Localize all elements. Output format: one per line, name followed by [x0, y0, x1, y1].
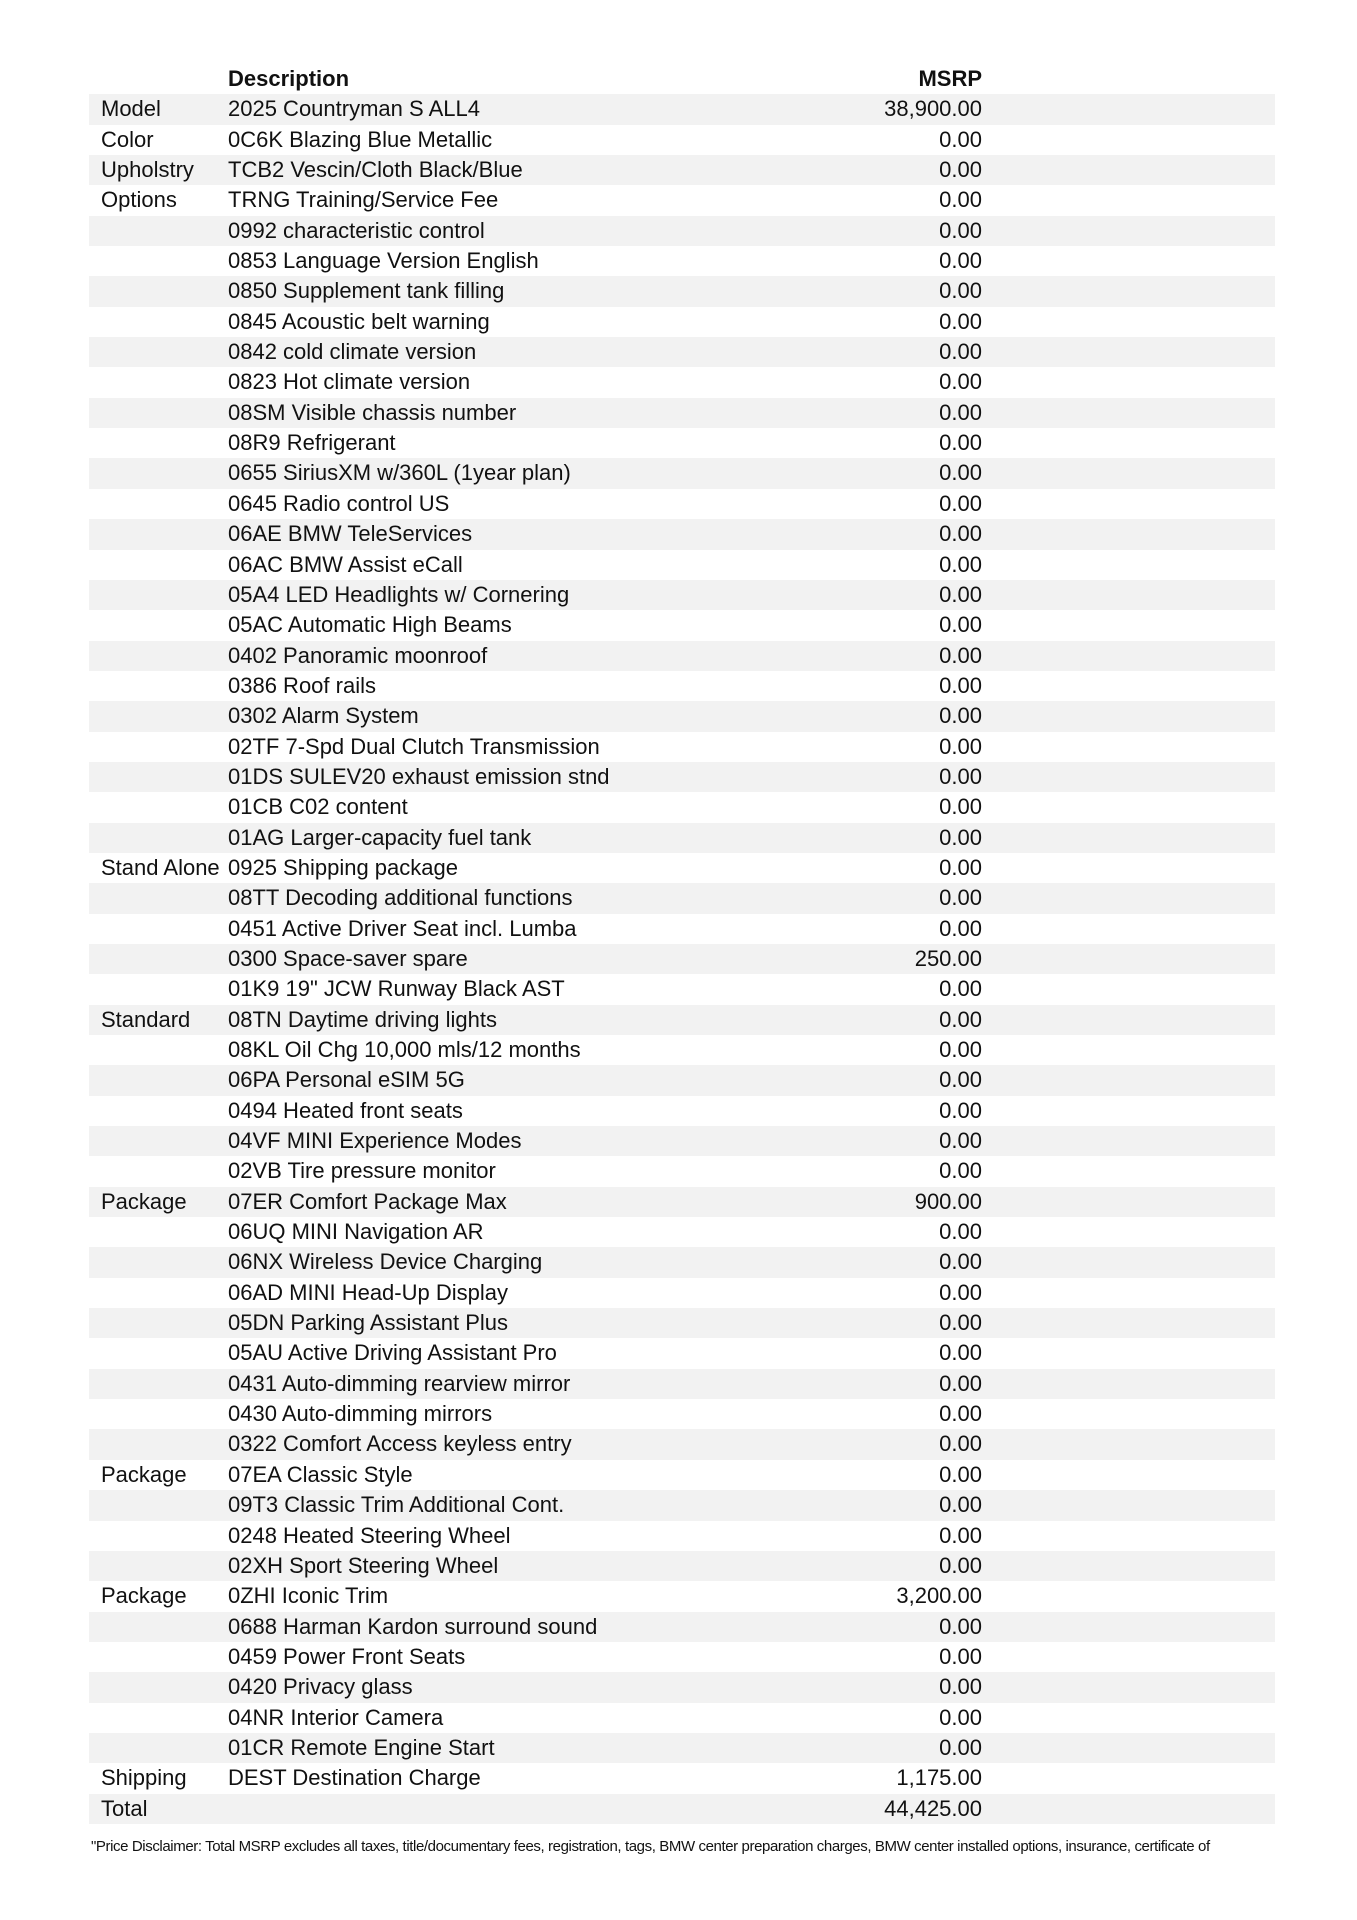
- row-msrp: 0.00: [939, 1674, 982, 1700]
- table-row: [89, 792, 1275, 822]
- table-row: [89, 1429, 1275, 1459]
- table-row: [89, 550, 1275, 580]
- table-row: [89, 1490, 1275, 1520]
- row-msrp: 0.00: [939, 733, 982, 759]
- row-msrp: 0.00: [939, 1128, 982, 1154]
- table-row: [89, 671, 1275, 701]
- row-category: Options: [101, 187, 177, 213]
- row-msrp: 0.00: [939, 157, 982, 183]
- row-msrp: 0.00: [939, 1461, 982, 1487]
- table-row: [89, 1460, 1275, 1490]
- table-row: [89, 1126, 1275, 1156]
- row-description: 07ER Comfort Package Max: [228, 1188, 507, 1214]
- row-msrp: 0.00: [939, 1492, 982, 1518]
- table-row: [89, 701, 1275, 731]
- price-disclaimer: "Price Disclaimer: Total MSRP excludes all taxes, title/documentary fees, registration, tags, BMW center preparation charges, BMW center installed options, insurance, certificate of: [91, 1838, 1210, 1855]
- row-description: 0402 Panoramic moonroof: [228, 642, 488, 668]
- table-row: [89, 185, 1275, 215]
- row-description: 0420 Privacy glass: [228, 1674, 413, 1700]
- row-msrp: 0.00: [939, 885, 982, 911]
- table-row: [89, 580, 1275, 610]
- row-msrp: 0.00: [939, 126, 982, 152]
- table-row: [89, 1217, 1275, 1247]
- table-row: [89, 1612, 1275, 1642]
- row-description: 07EA Classic Style: [228, 1461, 413, 1487]
- row-description: 02TF 7-Spd Dual Clutch Transmission: [228, 733, 600, 759]
- row-description: 06NX Wireless Device Charging: [228, 1249, 543, 1275]
- row-msrp: 0.00: [939, 1249, 982, 1275]
- table-row: [89, 610, 1275, 640]
- row-msrp: 0.00: [939, 1037, 982, 1062]
- row-description: 0853 Language Version English: [228, 248, 539, 274]
- table-row: [89, 1005, 1275, 1035]
- row-description: 0925 Shipping package: [228, 854, 458, 880]
- row-category: Shipping: [101, 1765, 187, 1791]
- row-description: 0451 Active Driver Seat incl. Lumba: [228, 915, 577, 941]
- row-description: 0850 Supplement tank filling: [228, 278, 505, 304]
- table-header: [89, 64, 1275, 94]
- row-msrp: 0.00: [939, 1219, 982, 1245]
- row-category: Total: [101, 1795, 148, 1821]
- msrp-table: [89, 64, 1275, 1824]
- row-description: 02XH Sport Steering Wheel: [228, 1552, 499, 1578]
- row-msrp: 0.00: [939, 1370, 982, 1396]
- table-row: [89, 1642, 1275, 1672]
- row-description: 09T3 Classic Trim Additional Cont.: [228, 1492, 565, 1518]
- row-category: Standard: [101, 1006, 191, 1032]
- row-description: 01DS SULEV20 exhaust emission stnd: [228, 763, 610, 789]
- row-msrp: 0.00: [939, 217, 982, 243]
- table-row: [89, 337, 1275, 367]
- table-row: [89, 246, 1275, 276]
- row-description: 0431 Auto-dimming rearview mirror: [228, 1370, 571, 1396]
- table-row: [89, 1399, 1275, 1429]
- row-description: 06UQ MINI Navigation AR: [228, 1219, 484, 1245]
- row-msrp: 0.00: [939, 1006, 982, 1032]
- row-description: 08TT Decoding additional functions: [228, 885, 573, 911]
- table-row: [89, 1308, 1275, 1338]
- table-row: [89, 1763, 1275, 1793]
- table-row: [89, 367, 1275, 397]
- table-row: [89, 1369, 1275, 1399]
- row-description: 0430 Auto-dimming mirrors: [228, 1401, 493, 1427]
- row-description: 0992 characteristic control: [228, 217, 485, 243]
- row-description: 2025 Countryman S ALL4: [228, 96, 480, 122]
- row-msrp: 1,175.00: [896, 1765, 982, 1791]
- row-description: 0823 Hot climate version: [228, 369, 471, 395]
- table-row: [89, 1065, 1275, 1095]
- row-description: 0386 Roof rails: [228, 672, 376, 698]
- table-row: [89, 94, 1275, 124]
- table-row: [89, 914, 1275, 944]
- row-description: 04NR Interior Camera: [228, 1704, 444, 1730]
- row-description: 0655 SiriusXM w/360L (1year plan): [228, 460, 571, 486]
- table-body: [89, 94, 1275, 1824]
- row-description: 0645 Radio control US: [228, 490, 450, 516]
- row-description: 05AU Active Driving Assistant Pro: [228, 1340, 557, 1366]
- row-msrp: 0.00: [939, 794, 982, 820]
- table-row: [89, 1035, 1275, 1065]
- row-msrp: 0.00: [939, 339, 982, 365]
- row-msrp: 0.00: [939, 703, 982, 729]
- table-row: [89, 883, 1275, 913]
- table-row: [89, 1278, 1275, 1308]
- table-row: [89, 155, 1275, 185]
- table-row: [89, 641, 1275, 671]
- table-row: [89, 1794, 1275, 1824]
- row-msrp: 0.00: [939, 1279, 982, 1305]
- table-row: [89, 489, 1275, 519]
- row-msrp: 0.00: [939, 1431, 982, 1457]
- row-msrp: 0.00: [939, 187, 982, 213]
- row-msrp: 0.00: [939, 1310, 982, 1336]
- row-description: 08TN Daytime driving lights: [228, 1006, 497, 1032]
- row-description: TRNG Training/Service Fee: [228, 187, 499, 213]
- table-row: [89, 732, 1275, 762]
- row-description: 08KL Oil Chg 10,000 mls/12 months: [228, 1037, 581, 1062]
- row-msrp: 0.00: [939, 1522, 982, 1548]
- table-row: [89, 1581, 1275, 1611]
- row-category: Package: [101, 1583, 187, 1609]
- table-row: [89, 519, 1275, 549]
- row-msrp: 0.00: [939, 915, 982, 941]
- row-msrp: 0.00: [939, 976, 982, 1002]
- row-description: 05DN Parking Assistant Plus: [228, 1310, 509, 1336]
- row-description: 06AD MINI Head-Up Display: [228, 1279, 508, 1305]
- row-msrp: 0.00: [939, 1734, 982, 1760]
- row-description: 0248 Heated Steering Wheel: [228, 1522, 511, 1548]
- table-row: [89, 762, 1275, 792]
- row-msrp: 0.00: [939, 1340, 982, 1366]
- row-description: 06PA Personal eSIM 5G: [228, 1067, 465, 1093]
- row-msrp: 0.00: [939, 1552, 982, 1578]
- table-row: [89, 1187, 1275, 1217]
- row-msrp: 0.00: [939, 854, 982, 880]
- row-msrp: 0.00: [939, 308, 982, 334]
- row-description: 06AE BMW TeleServices: [228, 521, 473, 547]
- row-category: Package: [101, 1188, 187, 1214]
- table-row: [89, 307, 1275, 337]
- header-msrp: MSRP: [918, 66, 982, 91]
- table-row: [89, 1521, 1275, 1551]
- row-description: 05A4 LED Headlights w/ Cornering: [228, 581, 570, 607]
- row-msrp: 0.00: [939, 278, 982, 304]
- row-description: DEST Destination Charge: [228, 1765, 481, 1791]
- row-msrp: 250.00: [914, 945, 982, 971]
- row-category: Stand Alone: [101, 854, 220, 880]
- table-row: [89, 1096, 1275, 1126]
- row-description: 08SM Visible chassis number: [228, 399, 517, 425]
- row-description: 0688 Harman Kardon surround sound: [228, 1613, 598, 1639]
- table-row: [89, 1551, 1275, 1581]
- row-msrp: 0.00: [939, 1613, 982, 1639]
- row-msrp: 0.00: [939, 369, 982, 395]
- row-description: 01AG Larger-capacity fuel tank: [228, 824, 532, 850]
- table-row: [89, 1672, 1275, 1702]
- row-msrp: 0.00: [939, 399, 982, 425]
- table-row: [89, 1247, 1275, 1277]
- row-msrp: 38,900.00: [884, 96, 982, 122]
- row-description: 04VF MINI Experience Modes: [228, 1128, 522, 1154]
- row-description: 06AC BMW Assist eCall: [228, 551, 463, 577]
- row-msrp: 0.00: [939, 1643, 982, 1669]
- table-row: [89, 276, 1275, 306]
- table-row: [89, 1156, 1275, 1186]
- row-msrp: 0.00: [939, 521, 982, 547]
- row-msrp: 0.00: [939, 581, 982, 607]
- row-msrp: 0.00: [939, 763, 982, 789]
- table-row: [89, 853, 1275, 883]
- row-msrp: 0.00: [939, 612, 982, 638]
- row-description: 0494 Heated front seats: [228, 1097, 463, 1123]
- table-row: [89, 458, 1275, 488]
- row-msrp: 0.00: [939, 1067, 982, 1093]
- row-description: 0845 Acoustic belt warning: [228, 308, 490, 334]
- row-description: 0C6K Blazing Blue Metallic: [228, 126, 493, 152]
- table-row: [89, 1338, 1275, 1368]
- row-msrp: 0.00: [939, 1401, 982, 1427]
- row-description: 02VB Tire pressure monitor: [228, 1158, 496, 1184]
- row-msrp: 0.00: [939, 460, 982, 486]
- table-row: [89, 1733, 1275, 1763]
- row-description: TCB2 Vescin/Cloth Black/Blue: [228, 157, 523, 183]
- row-description: 0322 Comfort Access keyless entry: [228, 1431, 572, 1457]
- row-description: 01CB C02 content: [228, 794, 408, 820]
- row-category: Package: [101, 1461, 187, 1487]
- row-msrp: 900.00: [914, 1188, 982, 1214]
- table-row: [89, 944, 1275, 974]
- table-row: [89, 398, 1275, 428]
- row-msrp: 0.00: [939, 551, 982, 577]
- table-row: [89, 428, 1275, 458]
- row-category: Model: [101, 96, 161, 122]
- row-description: 08R9 Refrigerant: [228, 430, 396, 456]
- row-msrp: 0.00: [939, 490, 982, 516]
- row-description: 0ZHI Iconic Trim: [228, 1583, 389, 1609]
- row-msrp: 0.00: [939, 1158, 982, 1184]
- row-msrp: 0.00: [939, 1704, 982, 1730]
- row-msrp: 0.00: [939, 430, 982, 456]
- row-msrp: 3,200.00: [896, 1583, 982, 1609]
- row-msrp: 0.00: [939, 672, 982, 698]
- row-category: Color: [101, 126, 154, 152]
- table-row: [89, 216, 1275, 246]
- row-description: 0302 Alarm System: [228, 703, 419, 729]
- row-msrp: 44,425.00: [884, 1795, 982, 1821]
- table-row: [89, 125, 1275, 155]
- row-description: 0300 Space-saver spare: [228, 945, 468, 971]
- row-description: 0459 Power Front Seats: [228, 1643, 466, 1669]
- table-row: [89, 823, 1275, 853]
- row-description: 01CR Remote Engine Start: [228, 1734, 495, 1760]
- table-row: [89, 1703, 1275, 1733]
- row-category: Upholstry: [101, 157, 194, 183]
- header-description: Description: [228, 66, 350, 91]
- row-msrp: 0.00: [939, 248, 982, 274]
- row-description: 01K9 19" JCW Runway Black AST: [228, 976, 565, 1002]
- row-description: 0842 cold climate version: [228, 339, 477, 365]
- table-row: [89, 974, 1275, 1004]
- row-msrp: 0.00: [939, 642, 982, 668]
- row-msrp: 0.00: [939, 1097, 982, 1123]
- row-msrp: 0.00: [939, 824, 982, 850]
- row-description: 05AC Automatic High Beams: [228, 612, 512, 638]
